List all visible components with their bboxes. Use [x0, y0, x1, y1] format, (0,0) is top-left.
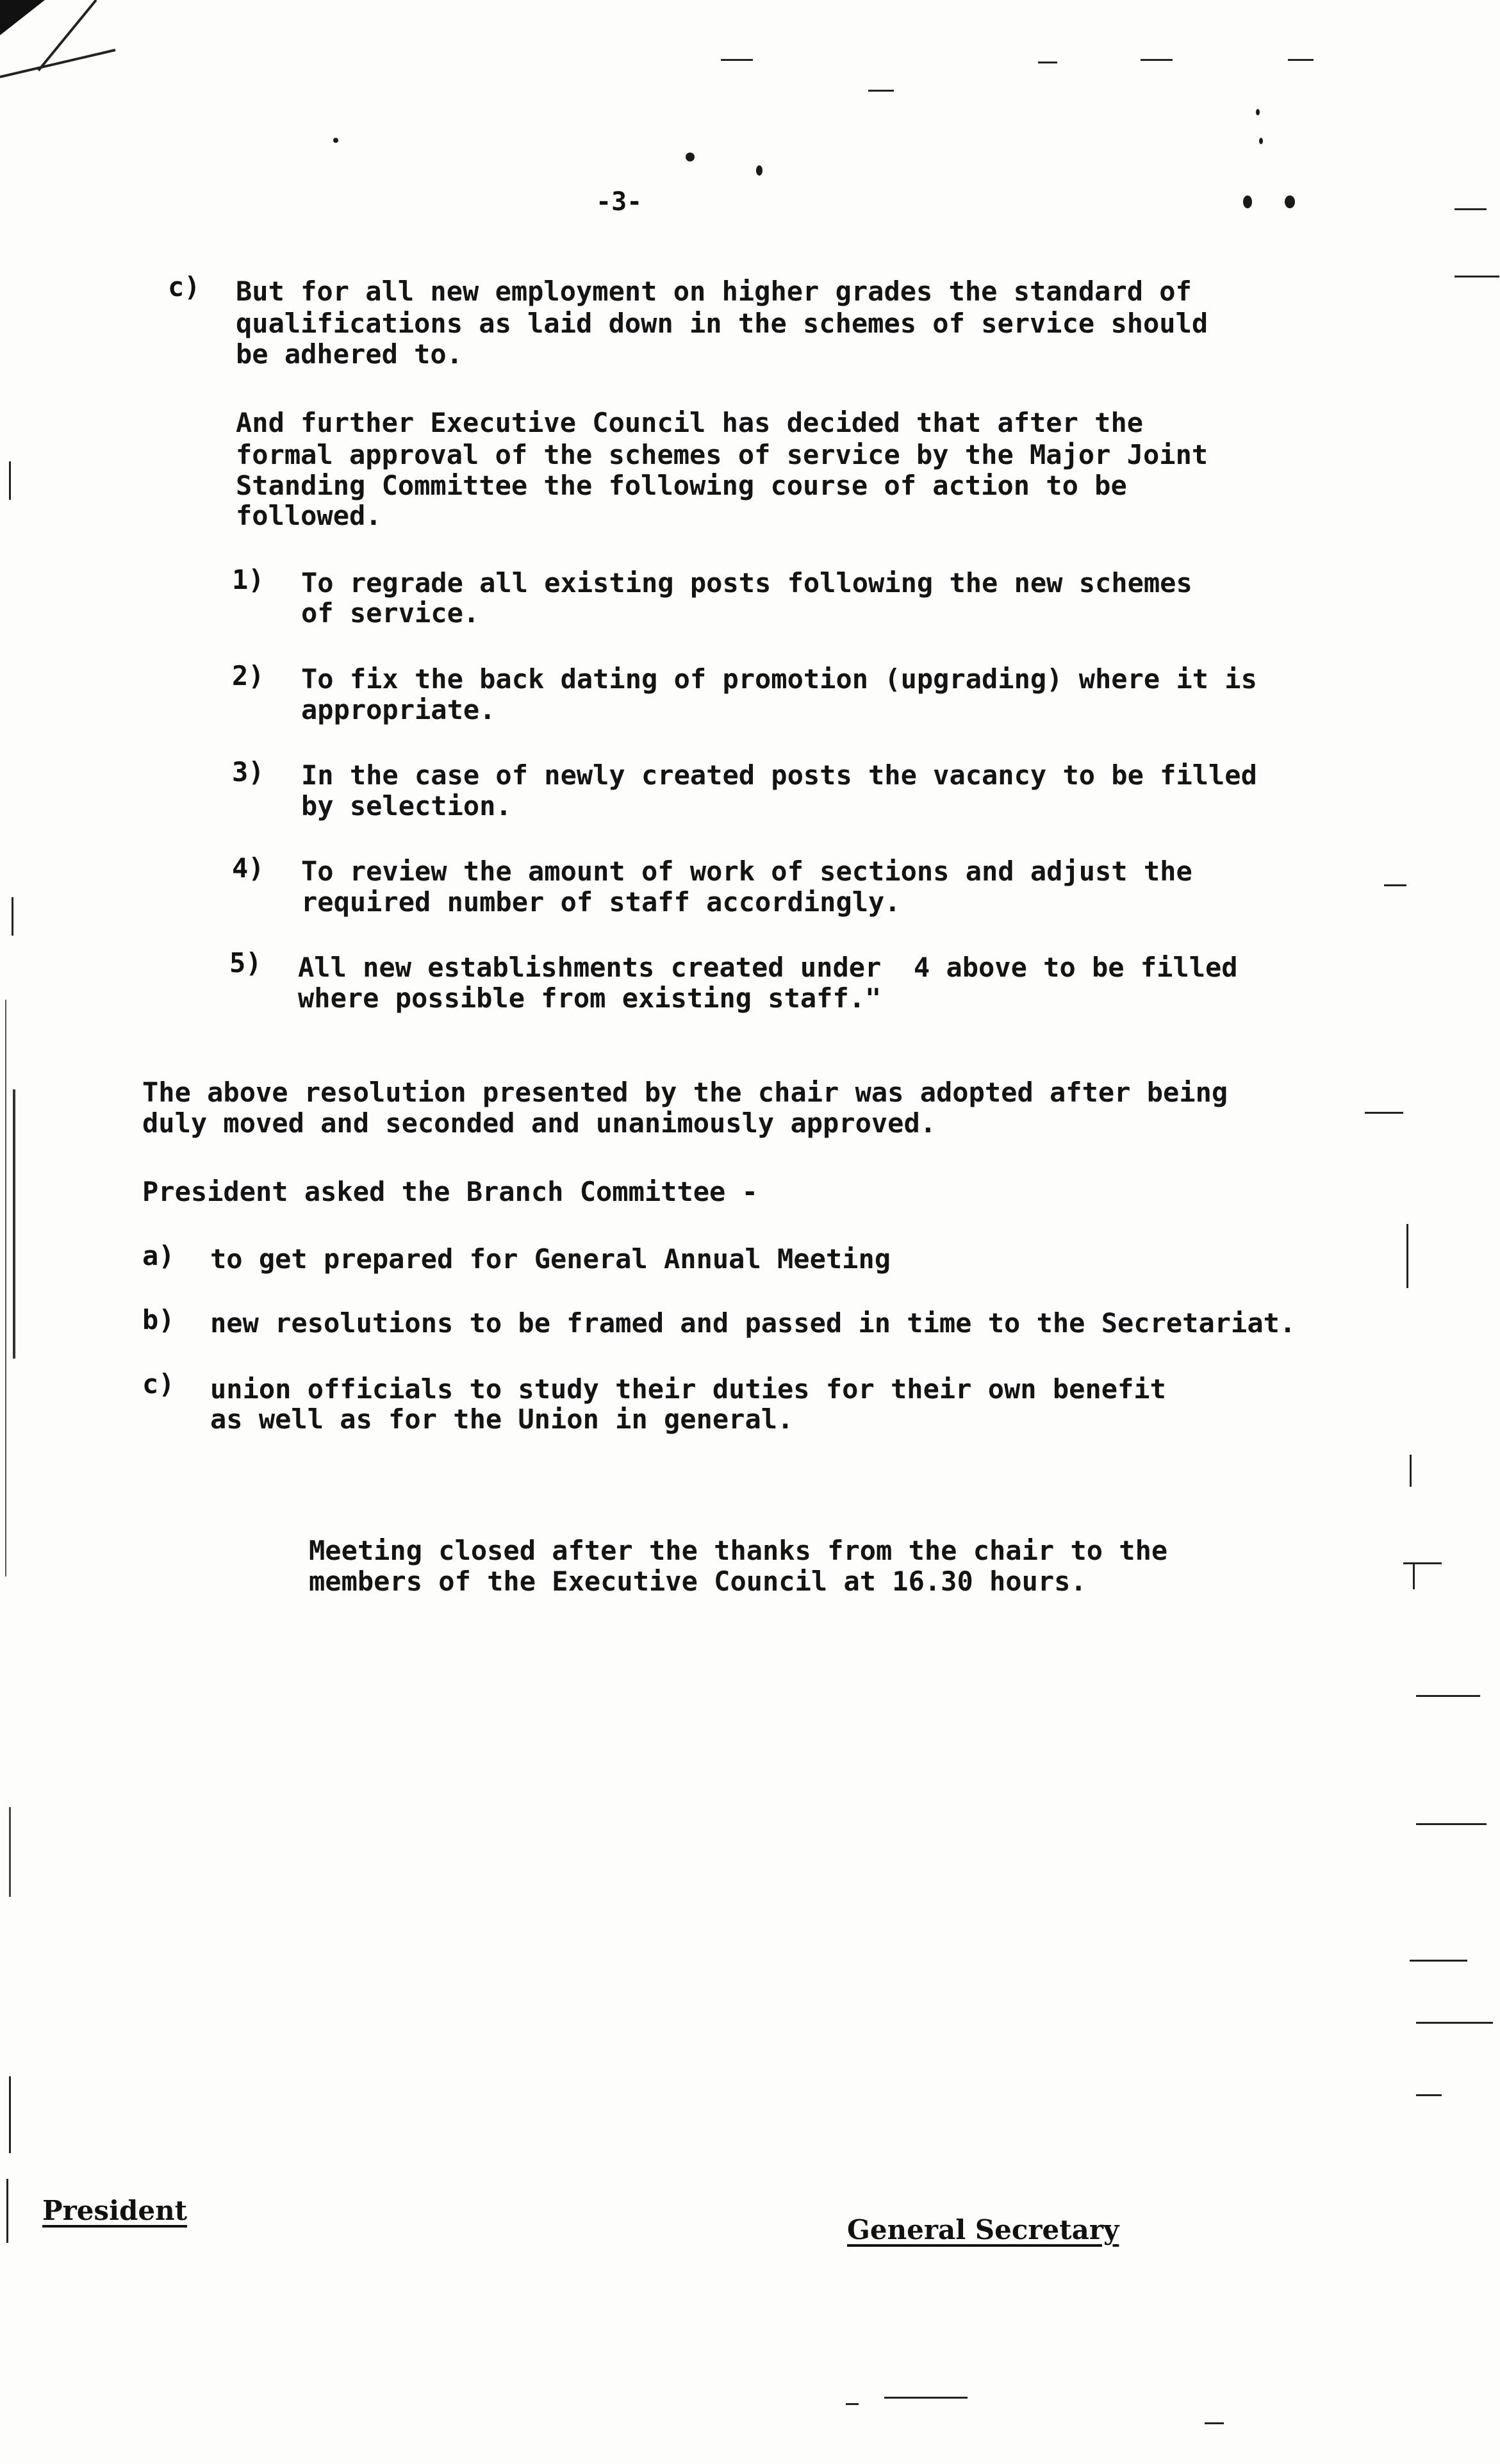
- action-5-line-2: where possible from existing staff.": [298, 982, 882, 1014]
- action-3-marker: 3): [232, 756, 265, 788]
- resolution-line-1: The above resolution presented by the chair was adopted after being: [142, 1077, 1228, 1108]
- action-4-line-1: To review the amount of work of sections and adjust the: [301, 856, 1192, 887]
- further-line-1: And further Executive Council has decided that after the: [236, 407, 1144, 438]
- signature-general-secretary: General Secretary: [847, 2214, 1119, 2245]
- signature-president: President: [42, 2195, 188, 2226]
- action-5-line-1: All new establishments created under 4 above to be filled: [298, 952, 1238, 983]
- action-4-marker: 4): [232, 852, 265, 884]
- action-2-line-1: To fix the back dating of promotion (upgrading) where it is: [301, 663, 1257, 695]
- action-3-line-2: by selection.: [301, 790, 512, 822]
- branch-item-b-marker: b): [142, 1304, 175, 1335]
- action-1-line-2: of service.: [301, 597, 480, 629]
- branch-item-c-marker: c): [142, 1368, 175, 1400]
- action-2-line-2: appropriate.: [301, 694, 496, 725]
- president-asked-line: President asked the Branch Committee -: [142, 1176, 758, 1207]
- further-line-2: formal approval of the schemes of service by the Major Joint: [236, 439, 1208, 470]
- scan-corner-mark: [0, 0, 128, 103]
- action-4-line-2: required number of staff accordingly.: [301, 886, 901, 918]
- action-1-marker: 1): [232, 564, 265, 595]
- item-c-line-3: be adhered to.: [236, 338, 463, 370]
- resolution-line-2: duly moved and seconded and unanimously approved.: [142, 1107, 937, 1139]
- further-line-4: followed.: [236, 500, 382, 531]
- branch-item-a-marker: a): [142, 1240, 175, 1271]
- action-1-line-1: To regrade all existing posts following the new schemes: [301, 567, 1192, 599]
- further-line-3: Standing Committee the following course of action to be: [236, 470, 1127, 501]
- closing-line-1: Meeting closed after the thanks from the chair to the: [309, 1535, 1168, 1566]
- item-c-line-1: But for all new employment on higher grades the standard of: [236, 276, 1192, 307]
- action-5-marker: 5): [229, 947, 262, 979]
- branch-item-b-line-1: new resolutions to be framed and passed in time to the Secretariat.: [210, 1307, 1296, 1339]
- page-number: -3-: [596, 187, 643, 217]
- item-c-line-2: qualifications as laid down in the schemes of service should: [236, 308, 1208, 339]
- item-c-marker: c): [168, 271, 201, 302]
- action-2-marker: 2): [232, 660, 265, 691]
- closing-line-2: members of the Executive Council at 16.30 hours.: [309, 1566, 1087, 1597]
- action-3-line-1: In the case of newly created posts the vacancy to be filled: [301, 759, 1257, 791]
- branch-item-c-line-1: union officials to study their duties for their own benefit: [210, 1373, 1166, 1405]
- branch-item-a-line-1: to get prepared for General Annual Meeting: [210, 1243, 891, 1275]
- branch-item-c-line-2: as well as for the Union in general.: [210, 1403, 794, 1435]
